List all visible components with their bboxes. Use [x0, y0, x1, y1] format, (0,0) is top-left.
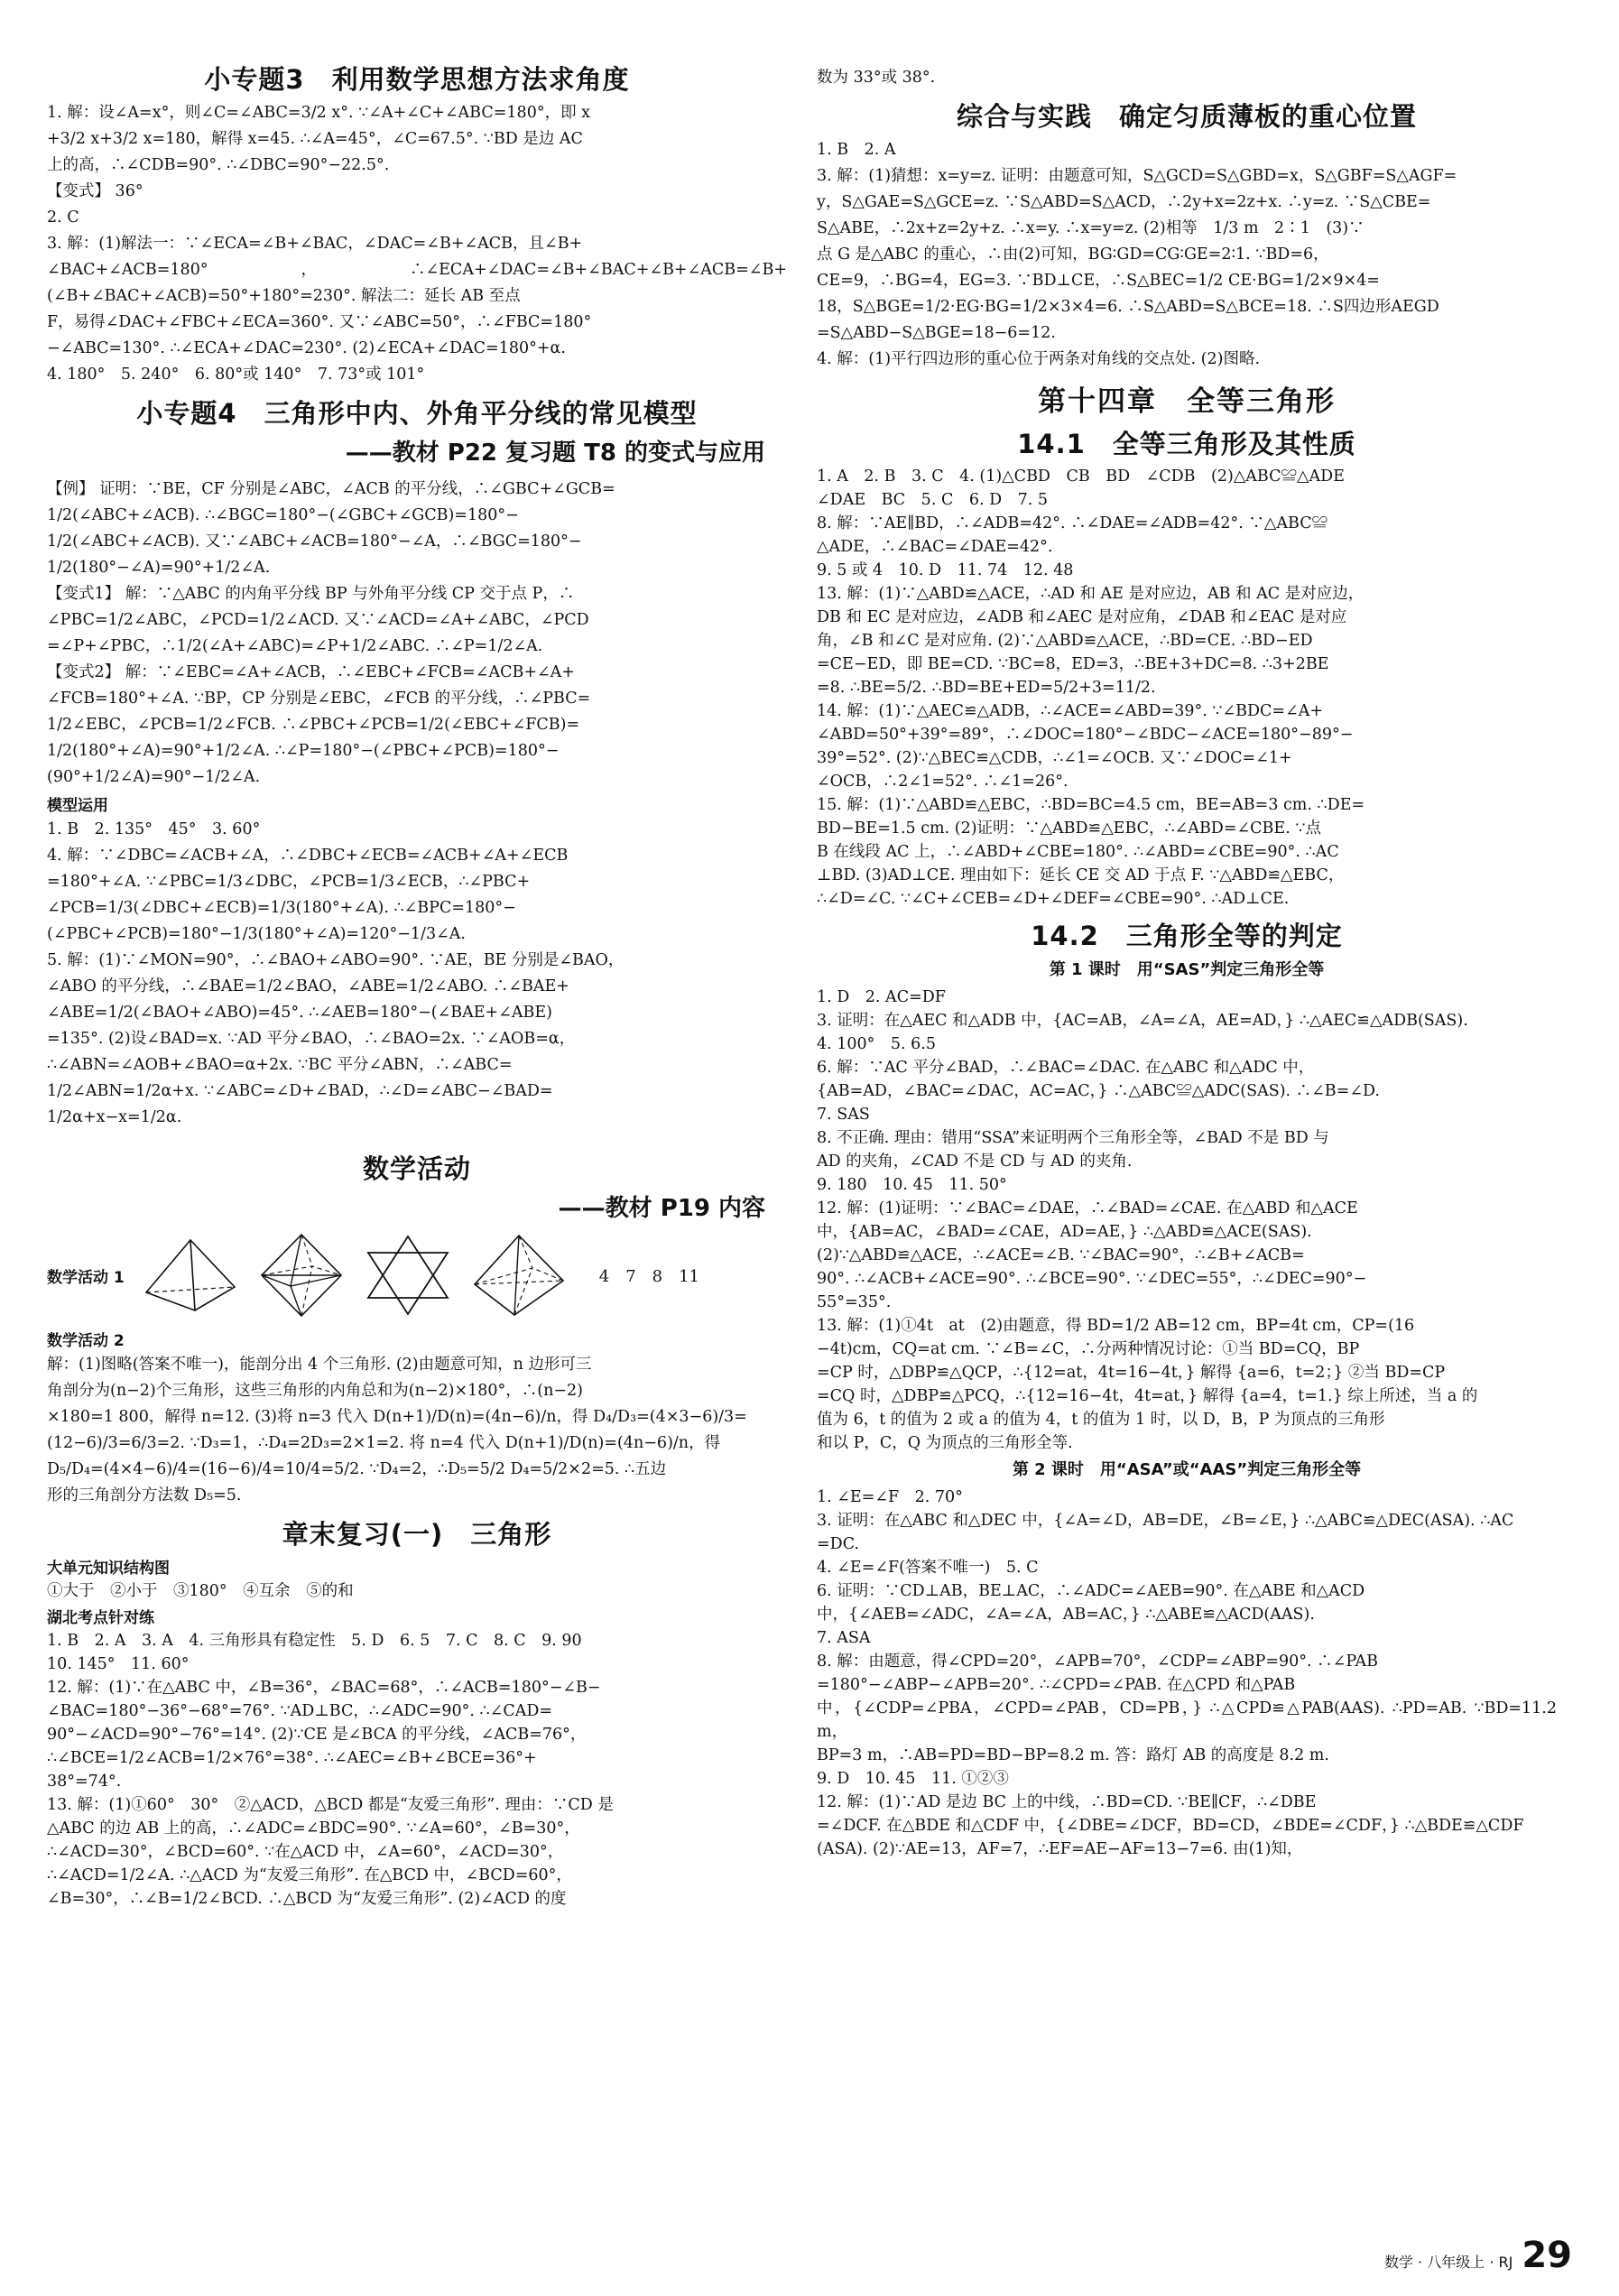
s4-line: 1/2(∠ABC+∠ACB). 又∵∠ABC+∠ACB=180°−∠A，∴∠BGC=180°−: [47, 532, 582, 551]
lesson2-line: 12. 解：(1)∵AD 是边 BC 上的中线，∴BD=CD. ∵BE∥CF，∴∠DBE: [817, 1793, 1317, 1811]
model-line: ∠ABE=1/2(∠BAO+∠ABO)=45°. ∴∠AEB=180°−(∠BAE+∠ABE): [47, 1004, 552, 1022]
lesson1-line: 12. 解：(1)证明：∵∠BAC=∠DAE，∴∠BAD=∠CAE. 在△ABD 和△ACE: [817, 1199, 1358, 1217]
s3-line: ∠BAC+∠ACB=180°，∴∠ECA+∠DAC=∠B+∠BAC+∠B+∠ACB=∠B+(∠B+∠BAC+∠ACB)=50°+180°=230°. 解法二：延长 AB 至点: [47, 261, 787, 305]
lesson2-line: 6. 证明：∵CD⊥AB，BE⊥AC，∴∠ADC=∠AEB=90°. 在△ABE 和△ACD: [817, 1582, 1365, 1600]
model-line: ∴∠ABN=∠AOB+∠BAO=α+2x. ∵BC 平分∠ABN，∴∠ABC=: [47, 1056, 513, 1074]
activity-2-line: 形的三角剖分方法数 D₅=5.: [47, 1486, 242, 1504]
activity-subtitle: ——教材 P19 内容: [558, 1195, 765, 1222]
chapter-14-title: 第十四章 全等三角形: [1038, 385, 1336, 418]
review-line: ∴∠BCE=1/2∠ACB=1/2×76°=38°. ∴∠AEC=∠B+∠BCE=36°+: [47, 1749, 537, 1767]
practice-line: 3. 解：(1)猜想：x=y=z. 证明：由题意可知，S△GCD=S△GBD=x，S△GBF=S△AGF=: [817, 167, 1457, 185]
practice-line: 点 G 是△ABC 的重心，∴由(2)可知，BG∶GD=CG∶GE=2∶1. ∵BD=6，: [817, 245, 1329, 264]
s4-line: 1/2(180°+∠A)=90°+1/2∠A. ∴∠P=180°−(∠PBC+∠PCB)=180°−: [47, 742, 560, 760]
s141-line: 39°=52°. (2)∵△BEC≌△CDB，∴∠1=∠OCB. 又∵∠DOC=∠1+: [817, 749, 1292, 767]
practice-line: =S△ABD−S△BGE=18−6=12.: [817, 324, 1056, 342]
s3-line: 2. C: [47, 208, 79, 227]
model-line: (∠PBC+∠PCB)=180°−1/3(180°+∠A)=120°−1/3∠A.: [47, 925, 466, 943]
right-column: [817, 65, 1557, 1861]
lesson-1-lines: [817, 986, 1557, 1455]
practice-line: y，S△GAE=S△GCE=z. ∵S△ABD=S△ACD，∴2y+x=2z+x. ∴y=z. ∵S△CBE=: [817, 193, 1431, 211]
review-line: ∴∠ACD=30°，∠BCD=60°. ∵在△ACD 中，∠A=60°，∠ACD=30°，: [47, 1843, 564, 1861]
section-subtitle-s4: ——教材 P22 复习题 T8 的变式与应用: [345, 440, 765, 467]
review-tag-2: 湖北考点针对练: [47, 1609, 154, 1627]
activity-2-line: ×180=1 800，解得 n=12. (3)将 n=3 代入 D(n+1)/D(n)=(4n−6)/n，得 D₄/D₃=(4×3−6)/3=: [47, 1408, 747, 1426]
left-column: [47, 54, 787, 1911]
s141-line: =CE−ED，即 BE=CD. ∵BC=8，ED=3，∴BE+3+DC=8. ∴3+2BE: [817, 655, 1329, 673]
lesson2-line: 1. ∠E=∠F 2. 70°: [817, 1488, 963, 1506]
star-figure: [363, 1233, 453, 1318]
review-title: 章末复习(一) 三角形: [282, 1519, 552, 1550]
s4-line: 1/2∠EBC，∠PCB=1/2∠FCB. ∴∠PBC+∠PCB=1/2(∠EBC+∠FCB)=: [47, 716, 580, 734]
lesson2-line: 中，{∠AEB=∠ADC，∠A=∠A，AB=AC，} ∴△ABE≌△ACD(AAS).: [817, 1606, 1315, 1624]
model-line: =180°+∠A. ∵∠PBC=1/3∠DBC，∠PCB=1/3∠ECB，∴∠PBC+: [47, 873, 531, 891]
practice-title: 综合与实践 确定匀质薄板的重心位置: [956, 101, 1417, 132]
right-top-line: 数为 33°或 38°.: [817, 69, 936, 87]
section-14-2-title: 14.2 三角形全等的判定: [1031, 921, 1343, 951]
s4-line: 【例】 证明：∵BE，CF 分别是∠ABC，∠ACB 的平分线，∴∠GBC+∠GCB=: [47, 480, 615, 498]
s3-line: +3/2 x+3/2 x=180，解得 x=45. ∴∠A=45°，∠C=67.5°. ∵BD 是边 AC: [47, 130, 583, 148]
lesson2-line: =180°−∠ABP−∠APB=20°. ∴∠CPD=∠PAB. 在△CPD 和△PAB: [817, 1676, 1296, 1694]
s3-line: F，易得∠DAC+∠FBC+∠ECA=360°. 又∵∠ABC=50°，∴∠FBC=180°: [47, 313, 592, 331]
lesson1-line: 3. 证明：在△AEC 和△ADB 中，{AC=AB，∠A=∠A，AE=AD，} ∴△AEC≌△ADB(SAS).: [817, 1012, 1468, 1030]
s4-line: ∠FCB=180°+∠A. ∵BP，CP 分别是∠EBC，∠FCB 的平分线，∴∠PBC=: [47, 690, 591, 708]
practice-lines: [817, 137, 1557, 373]
practice-line: 1. B 2. A: [817, 141, 896, 159]
lesson2-line: 9. D 10. 45 11. ①②③: [817, 1770, 1009, 1788]
model-line: ∠PCB=1/3(∠DBC+∠ECB)=1/3(180°+∠A). ∴∠BPC=180°−: [47, 899, 516, 917]
activity-2-line: 解：(1)图略(答案不唯一)，能剖分出 4 个三角形. (2)由题意可知，n 边形可三: [47, 1356, 592, 1374]
activity-2-line: (12−6)/3=6/3=2. ∵D₃=1，∴D₄=2D₃=2×1=2. 将 n=4 代入 D(n+1)/D(n)=(4n−6)/n，得: [47, 1434, 721, 1452]
section-14-1-lines: [817, 465, 1557, 911]
review-line: 1. B 2. A 3. A 4. 三角形具有稳定性 5. D 6. 5 7. C 8. C 9. 90: [47, 1632, 582, 1650]
lesson2-line: =∠DCF. 在△BDE 和△CDF 中，{∠DBE=∠DCF，BD=CD，∠BDE=∠CDF，} ∴△BDE≌△CDF: [817, 1817, 1524, 1835]
section-title-s4: 小专题4 三角形中内、外角平分线的常见模型: [136, 398, 698, 429]
s4-line: (90°+1/2∠A)=90°−1/2∠A.: [47, 768, 261, 786]
activity-1-numbers: 4 7 8 11: [598, 1267, 700, 1286]
practice-line: 18，S△BGE=1/2·EG·BG=1/2×3×4=6. ∴S△ABD=S△BCE=18. ∴S四边形AEGD: [817, 298, 1439, 316]
s141-line: 8. 解：∵AE∥BD，∴∠ADB=42°. ∴∠DAE=∠ADB=42°. ∵△ABC≌: [817, 514, 1328, 532]
review-line: 90°−∠ACD=90°−76°=14°. (2)∵CE 是∠BCA 的平分线，∠ACB=76°，: [47, 1726, 587, 1744]
model-line: ∠ABO 的平分线，∴∠BAE=1/2∠BAO，∠ABE=1/2∠ABO. ∴∠BAE+: [47, 977, 569, 995]
review-line: ∠BAC=180°−36°−68°=76°. ∵AD⊥BC，∴∠ADC=90°. ∴∠CAD=: [47, 1702, 553, 1720]
model-lines: [47, 817, 787, 1131]
s141-line: BD−BE=1.5 cm. (2)证明：∵△ABD≌△EBC，∴∠ABD=∠CBE. ∵点: [817, 819, 1321, 838]
s4-line: ∠PBC=1/2∠ABC，∠PCD=1/2∠ACD. 又∵∠ACD=∠A+∠ABC，∠PCD: [47, 611, 589, 629]
lesson2-line: BP=3 m，∴AB=PD=BD−BP=8.2 m. 答：路灯 AB 的高度是 8.2 m.: [817, 1746, 1329, 1764]
s4-line: 【变式2】 解：∵∠EBC=∠A+∠ACB，∴∠EBC+∠FCB=∠ACB+∠A+: [47, 663, 575, 681]
s3-line: 4. 180° 5. 240° 6. 80°或 140° 7. 73°或 101°: [47, 366, 425, 384]
review-line-1: ①大于 ②小于 ③180° ④互余 ⑤的和: [47, 1582, 354, 1600]
section-14-1-title: 14.1 全等三角形及其性质: [1017, 429, 1356, 459]
s4-line: 1/2(180°−∠A)=90°+1/2∠A.: [47, 559, 271, 577]
lesson2-line: 3. 证明：在△ABC 和△DEC 中，{∠A=∠D，AB=DE，∠B=∠E，} ∴△ABC≌△DEC(ASA). ∴AC: [817, 1512, 1514, 1530]
s141-line: 1. A 2. B 3. C 4. (1)△CBD CB BD ∠CDB (2)△ABC≌△ADE: [817, 468, 1345, 486]
review-line: △ABC 的边 AB 上的高，∴∠ADC=∠BDC=90°. ∵∠A=60°，∠B=30°，: [47, 1819, 580, 1838]
s4-line: 1/2(∠ABC+∠ACB). ∴∠BGC=180°−(∠GBC+∠GCB)=180°−: [47, 506, 519, 524]
s3-line: 【变式】 36°: [47, 182, 143, 200]
model-line: 1/2∠ABN=1/2α+x. ∵∠ABC=∠D+∠BAD，∴∠D=∠ABC−∠BAD=: [47, 1082, 553, 1100]
review-line: 10. 145° 11. 60°: [47, 1655, 190, 1673]
s141-line: B 在线段 AC 上，∴∠ABD+∠CBE=180°. ∴∠ABD=∠CBE=90°. ∴AC: [817, 843, 1339, 861]
octahedron-figure: [256, 1232, 347, 1319]
lesson2-line: =DC.: [817, 1535, 860, 1553]
activity-2-line: D₅/D₄=(4×4−6)/4=(16−6)/4=10/4=5/2. ∵D₄=2，∴D₅=5/2 D₄=5/2×2=5. ∴五边: [47, 1460, 667, 1478]
lesson1-line: 90°. ∴∠ACB+∠ACE=90°. ∴∠BCE=90°. ∵∠DEC=55°，∴∠DEC=90°−: [817, 1270, 1367, 1288]
model-line: 1/2α+x−x=1/2α.: [47, 1108, 182, 1126]
lesson1-line: 6. 解：∵AC 平分∠BAD，∴∠BAC=∠DAC. 在△ABC 和△ADC 中，: [817, 1059, 1315, 1077]
lesson-2-title: 第 2 课时 用“ASA”或“AAS”判定三角形全等: [1012, 1460, 1362, 1479]
lesson1-line: 9. 180 10. 45 11. 50°: [817, 1176, 1007, 1194]
activity-2-line: 角剖分为(n−2)个三角形，这些三角形的内角总和为(n−2)×180°，∴(n−2): [47, 1382, 583, 1400]
activity-2-lines: [47, 1352, 787, 1509]
s141-line: =8. ∴BE=5/2. ∴BD=BE+ED=5/2+3=11/2.: [817, 679, 1156, 697]
lesson2-line: 4. ∠E=∠F(答案不唯一) 5. C: [817, 1559, 1039, 1577]
s3-line: −∠ABC=130°. ∴∠ECA+∠DAC=230°. (2)∠ECA+∠DAC=180°+α.: [47, 339, 566, 357]
lesson1-line: 中，{AB=AC，∠BAD=∠CAE，AD=AE，} ∴△ABD≌△ACE(SAS).: [817, 1223, 1312, 1241]
s141-line: DB 和 EC 是对应边，∠ADB 和∠AEC 是对应角，∠DAB 和∠EAC 是对应: [817, 608, 1347, 626]
practice-line: S△ABE，∴2x+z=2y+z. ∴x=y. ∴x=y=z. (2)相等 1/3 m 2∶1 (3)∵: [817, 219, 1365, 237]
lesson2-line: 8. 解：由题意，得∠CPD=20°，∠APB=70°，∠CDP=∠ABP=90°. ∴∠PAB: [817, 1653, 1379, 1671]
s141-line: 13. 解：(1)∵△ABD≌△ACE，∴AD 和 AE 是对应边，AB 和 AC 是对应边，: [817, 585, 1365, 603]
lesson1-line: 13. 解：(1)①4t at (2)由题意，得 BD=1/2 AB=12 cm，BP=4t cm，CP=(16: [817, 1317, 1415, 1335]
model-line: =135°. (2)设∠BAD=x. ∵AD 平分∠BAO，∴∠BAO=2x. ∵∠AOB=α，: [47, 1030, 576, 1048]
lesson1-line: (2)∵△ABD≌△ACE，∴∠ACE=∠B. ∵∠BAC=90°，∴∠B+∠ACB=: [817, 1246, 1305, 1264]
s141-line: ∠DAE BC 5. C 6. D 7. 5: [817, 491, 1049, 509]
review-line: 12. 解：(1)∵在△ABC 中，∠B=36°，∠BAC=68°，∴∠ACB=180°−∠B−: [47, 1679, 601, 1697]
lesson1-line: {AB=AD，∠BAC=∠DAC，AC=AC，} ∴△ABC≌△ADC(SAS). ∴∠B=∠D.: [817, 1082, 1380, 1100]
model-tag: 模型运用: [47, 797, 108, 815]
s141-line: 角，∠B 和∠C 是对应角. (2)∵△ABD≌△ACE，∴BD=CE. ∴BD−ED: [817, 632, 1313, 650]
lesson1-line: 7. SAS: [817, 1106, 870, 1124]
page-number: 29: [1522, 2235, 1572, 2276]
section-title-s3: 小专题3 利用数学思想方法求角度: [204, 64, 630, 95]
review-line: 38°=74°.: [47, 1773, 122, 1791]
s3-line: 3. 解：(1)解法一：∵∠ECA=∠B+∠BAC，∠DAC=∠B+∠ACB，且∠B+: [47, 235, 583, 253]
s3-line: 1. 解：设∠A=x°，则∠C=∠ABC=3/2 x°. ∵∠A+∠C+∠ABC=180°，即 x: [47, 104, 591, 122]
s4-lines: [47, 477, 787, 791]
page-footer: [1384, 2235, 1572, 2276]
lesson1-line: =CP 时，△DBP≌△QCP，∴{12=at，4t=16−4t，} 解得 {a=6，t=2；} ②当 BD=CP: [817, 1364, 1446, 1382]
s141-line: 9. 5 或 4 10. D 11. 74 12. 48: [817, 561, 1074, 579]
activity-2-tag: 数学活动 2: [47, 1332, 125, 1350]
activity-title: 数学活动: [362, 1153, 471, 1184]
review-line: ∴∠ACD=1/2∠A. ∴△ACD 为“友爱三角形”. 在△BCD 中，∠BCD=60°，: [47, 1866, 572, 1884]
s141-line: 14. 解：(1)∵△AEC≌△ADB，∴∠ACE=∠ABD=39°. ∵∠BDC=∠A+: [817, 702, 1324, 720]
review-lines: [47, 1629, 787, 1911]
tetrahedron-figure: [141, 1236, 240, 1314]
s141-line: ⊥BD. (3)AD⊥CE. 理由如下：延长 CE 交 AD 于点 F. ∵△ABD≌△EBC，: [817, 866, 1345, 884]
lesson1-line: 4. 100° 5. 6.5: [817, 1035, 937, 1053]
s141-line: △ADE，∴∠BAC=∠DAE=42°.: [817, 538, 1053, 556]
s141-line: 15. 解：(1)∵△ABD≌△EBC，∴BD=BC=4.5 cm，BE=AB=3 cm. ∴DE=: [817, 796, 1365, 814]
model-line: 5. 解：(1)∵∠MON=90°，∴∠BAO+∠ABO=90°. ∵AE，BE 分别是∠BAO，: [47, 951, 624, 969]
lesson-2-lines: [817, 1486, 1557, 1861]
s4-line: =∠P+∠PBC，∴1/2(∠A+∠ABC)=∠P+1/2∠ABC. ∴∠P=1/2∠A.: [47, 637, 543, 655]
lesson1-line: 8. 不正确. 理由：错用“SSA”来证明两个三角形全等，∠BAD 不是 BD 与: [817, 1129, 1329, 1147]
lesson1-line: 和以 P，C，Q 为顶点的三角形全等.: [817, 1434, 1073, 1452]
lesson1-line: AD 的夹角，∠CAD 不是 CD 与 AD 的夹角.: [817, 1153, 1133, 1171]
review-line: 13. 解：(1)①60° 30° ②△ACD，△BCD 都是“友爱三角形”. 理由：∵CD 是: [47, 1796, 614, 1814]
s3-lines: [47, 100, 787, 388]
lesson-1-title: 第 1 课时 用“SAS”判定三角形全等: [1049, 960, 1325, 979]
model-line: 1. B 2. 135° 45° 3. 60°: [47, 820, 261, 838]
s4-line: 【变式1】 解：∵△ABC 的内角平分线 BP 与外角平分线 CP 交于点 P，∴: [47, 585, 575, 603]
s3-line: 上的高，∴∠CDB=90°. ∴∠DBC=90°−22.5°.: [47, 156, 390, 174]
model-line: 4. 解：∵∠DBC=∠ACB+∠A，∴∠DBC+∠ECB=∠ACB+∠A+∠ECB: [47, 847, 569, 865]
activity-1-row: [47, 1232, 787, 1319]
s141-line: ∠ABD=50°+39°=89°，∴∠DOC=180°−∠BDC−∠ACE=180°−89°−: [817, 726, 1354, 744]
activity-1-label: 数学活动 1: [47, 1268, 125, 1287]
lesson2-line: (ASA). (2)∵AE=13，AF=7，∴EF=AE−AF=13−7=6. 由(1)知，: [817, 1840, 1303, 1858]
practice-line: CE=9，∴BG=4，EG=3. ∵BD⊥CE，∴S△BEC=1/2 CE·BG=1/2×9×4=: [817, 272, 1380, 290]
practice-line: 4. 解：(1)平行四边形的重心位于两条对角线的交点处. (2)图略.: [817, 350, 1261, 368]
lesson1-line: 值为 6，t 的值为 2 或 a 的值为 4，t 的值为 1 时，以 D，B，P 为顶点的三角形: [817, 1411, 1385, 1429]
lesson2-line: 中，{∠CDP=∠PBA，∠CPD=∠PAB，CD=PB，} ∴△CPD≌△PAB(AAS). ∴PD=AB. ∵BD=11.2 m，: [817, 1699, 1557, 1741]
triangulated-solid-figure: [469, 1232, 569, 1319]
review-tag-1: 大单元知识结构图: [47, 1560, 170, 1578]
lesson1-line: 55°=35°.: [817, 1293, 892, 1311]
lesson1-line: −4t)cm，CQ=at cm. ∵∠B=∠C，∴分两种情况讨论：①当 BD=CQ，BP: [817, 1340, 1360, 1358]
s141-line: ∴∠D=∠C. ∵∠C+∠CEB=∠D+∠DEF=∠CBE=90°. ∴AD⊥CE.: [817, 890, 1290, 908]
review-line: ∠B=30°，∴∠B=1/2∠BCD. ∴△BCD 为“友爱三角形”. (2)∠ACD 的度: [47, 1890, 567, 1908]
lesson1-line: 1. D 2. AC=DF: [817, 988, 946, 1006]
s141-line: ∠OCB，∴2∠1=52°. ∴∠1=26°.: [817, 773, 1069, 791]
footer-subject: 数学 · 八年级上 · RJ: [1383, 2254, 1513, 2271]
lesson1-line: =CQ 时，△DBP≌△PCQ，∴{12=16−4t，4t=at，} 解得 {a=4，t=1.} 综上所述，当 a 的: [817, 1387, 1478, 1405]
lesson2-line: 7. ASA: [817, 1629, 871, 1647]
